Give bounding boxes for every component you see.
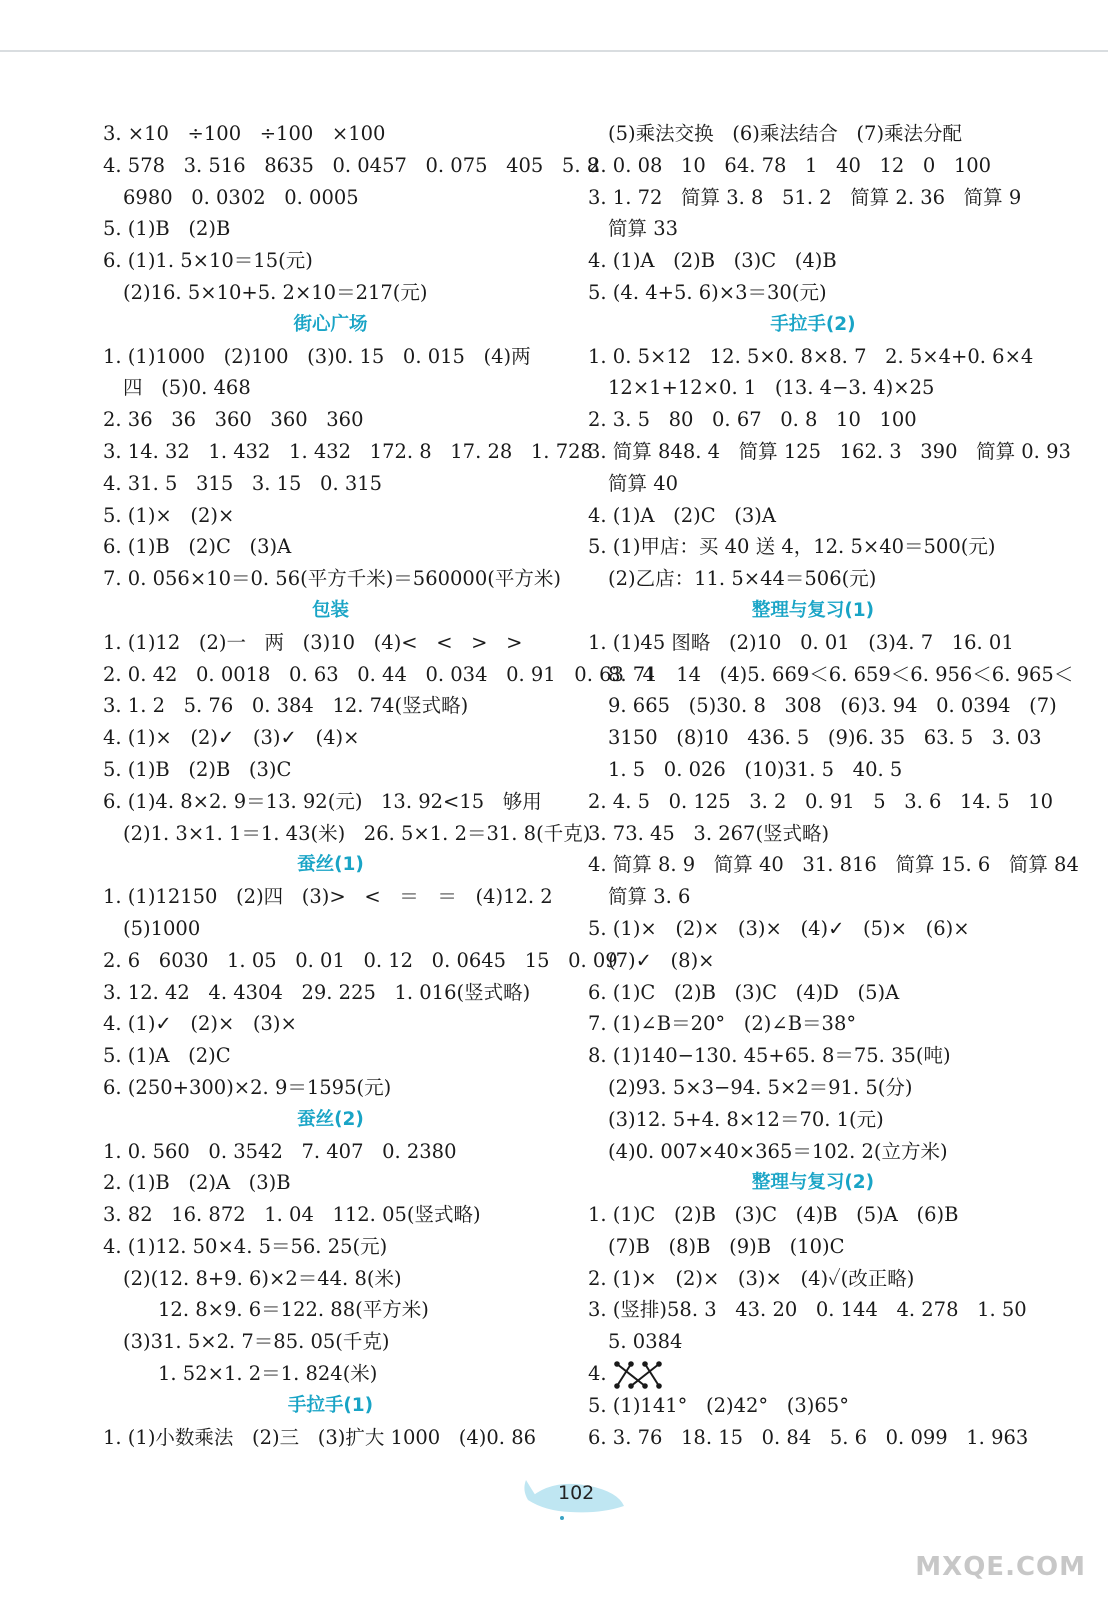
section-heading: 蚕丝(2) [297,1108,364,1130]
answer-line: 6980 0. 0302 0. 0005 [123,185,359,209]
section-heading: 手拉手(1) [287,1394,374,1416]
answer-line: 5. (1)× (2)× (3)× (4)✓ (5)× (6)× [588,916,970,940]
watermark-text: MXQE.COM [915,1552,1086,1582]
answer-line: 3. 73. 45 3. 267(竖式略) [588,821,830,845]
answer-line: 2. 36 36 360 360 360 [103,408,364,432]
answer-line: (2)1. 3×1. 1＝1. 43(米) 26. 5×1. 2＝31. 8(千克) [123,821,591,845]
answer-line: 5. (1)141° (2)42° (3)65° [588,1393,849,1417]
answer-line: 简算 40 [608,471,679,495]
matching-lines-icon [611,1360,671,1390]
answer-line: 6. (1)C (2)B (3)C (4)D (5)A [588,980,900,1004]
right-column [588,118,1079,1453]
answer-line: 4. 578 3. 516 8635 0. 0457 0. 075 405 5. 8 [103,153,600,177]
answer-line: 3. 12. 42 4. 4304 29. 225 1. 016(竖式略) [103,980,531,1004]
answer-line: 5. (1)B (2)B [103,217,231,241]
answer-line: 1. (1)45 图略 (2)10 0. 01 (3)4. 7 16. 01 [588,630,1014,654]
answer-line: 5. (1)B (2)B (3)C [103,757,292,781]
answer-line: 3. 1. 2 5. 76 0. 384 12. 74(竖式略) [103,694,469,718]
answer-line: 5. (1)甲店：买 40 送 4，12. 5×40＝500(元) [588,535,996,559]
answer-line: 2. 3. 5 80 0. 67 0. 8 10 100 [588,408,917,432]
answer-line: 3. (竖排)58. 3 43. 20 0. 144 4. 278 1. 50 [588,1298,1027,1322]
answer-line: 12×1+12×0. 1 (13. 4−3. 4)×25 [608,376,935,400]
answer-line: 7. 0. 056×10＝0. 56(平方千米)＝560000(平方米) [103,567,561,591]
answer-line: 简算 3. 6 [608,885,691,909]
answer-line: (2)(12. 8+9. 6)×2＝44. 8(米) [123,1266,402,1290]
answer-line: (2)93. 5×3−94. 5×2＝91. 5(分) [608,1075,913,1099]
answer-line: 1. 0. 5×12 12. 5×0. 8×8. 7 2. 5×4+0. 6×4 [588,344,1034,368]
answer-line: 7. (1)∠B＝20° (2)∠B＝38° [588,1012,857,1036]
answer-line: (3)31. 5×2. 7＝85. 05(千克) [123,1330,390,1354]
answer-line: 3. 14. 32 1. 432 1. 432 172. 8 17. 28 1. 728 [103,439,593,463]
answer-line: 4. 简算 8. 9 简算 40 31. 816 简算 15. 6 简算 84 [588,853,1079,877]
top-rule [0,50,1108,52]
page-number-badge [520,1470,630,1520]
answer-line: 5. (1)× (2)× [103,503,235,527]
answer-line: 8. (1)140−130. 45+65. 8＝75. 35(吨) [588,1044,951,1068]
answer-line: 6. (1)1. 5×10＝15(元) [103,249,313,273]
answer-line: (5)1000 [123,916,201,940]
answer-line: 2. 6 6030 1. 05 0. 01 0. 12 0. 0645 15 0. 09 [103,948,618,972]
answer-line: 4. (1)× (2)✓ (3)✓ (4)× [103,726,360,750]
answer-line: 2. 0. 42 0. 0018 0. 63 0. 44 0. 034 0. 91 0. 63 4 [103,662,655,686]
answer-line: 2. 4. 5 0. 125 3. 2 0. 91 5 3. 6 14. 5 10 [588,789,1054,813]
answer-line: (2)乙店：11. 5×44＝506(元) [608,567,877,591]
answer-line: 1. (1)1000 (2)100 (3)0. 15 0. 015 (4)两 [103,344,531,368]
answer-line: 4. (1)A (2)B (3)C (4)B [588,249,837,273]
answer-line: 1. (1)C (2)B (3)C (4)B (5)A (6)B [588,1203,959,1227]
answer-line: 3. 82 16. 872 1. 04 112. 05(竖式略) [103,1203,481,1227]
section-heading: 包装 [311,599,349,621]
answer-line: 4. (1)A (2)C (3)A [588,503,776,527]
answer-line: 4. (1)12. 50×4. 5＝56. 25(元) [103,1234,388,1258]
section-heading: 整理与复习(2) [751,1172,875,1194]
answer-line: 5. (1)A (2)C [103,1044,231,1068]
page-number: 102 [558,1482,595,1504]
answer-line: 6. (250+300)×2. 9＝1595(元) [103,1075,392,1099]
answer-line: 6. (1)B (2)C (3)A [103,535,292,559]
section-heading: 街心广场 [293,313,368,335]
answer-line: 1. 52×1. 2＝1. 824(米) [158,1362,378,1386]
section-heading: 手拉手(2) [770,313,856,335]
answer-line: 简算 33 [608,217,679,241]
answer-line: 9. 665 (5)30. 8 308 (6)3. 94 0. 0394 (7) [608,694,1057,718]
section-heading: 蚕丝(1) [297,854,364,876]
answer-line: 2. (1)B (2)A (3)B [103,1171,291,1195]
answer-line: 6. (1)4. 8×2. 9＝13. 92(元) 13. 92<15 够用 [103,789,542,813]
answer-line: (4)0. 007×40×365＝102. 2(立方米) [608,1139,948,1163]
answer-number: 4. [588,1362,607,1386]
answer-line: (3)12. 5+4. 8×12＝70. 1(元) [608,1107,884,1131]
answer-line: 5. 0384 [608,1330,683,1354]
answer-line: 4. (1)✓ (2)× (3)× [103,1012,297,1036]
answer-line-matching [588,1358,1058,1390]
answer-line: 3150 (8)10 436. 5 (9)6. 35 63. 5 3. 03 [608,726,1042,750]
answer-line: 3. 1. 72 简算 3. 8 51. 2 简算 2. 36 简算 9 [588,185,1022,209]
answer-line: 8. 71 14 (4)5. 669＜6. 659＜6. 956＜6. 965＜ [608,662,1074,686]
answer-line: (7)B (8)B (9)B (10)C [608,1234,845,1258]
answer-line: 1. 5 0. 026 (10)31. 5 40. 5 [608,757,903,781]
answer-line: 3. ×10 ÷100 ÷100 ×100 [103,122,386,145]
answer-line: (7)✓ (8)× [608,948,715,972]
answer-line: (2)16. 5×10+5. 2×10＝217(元) [123,280,428,304]
watermark [915,1512,1086,1582]
answer-line: 1. (1)小数乘法 (2)三 (3)扩大 1000 (4)0. 86 [103,1425,537,1449]
answer-line: 2. 0. 08 10 64. 78 1 40 12 0 100 [588,153,992,177]
answer-line: 4. 31. 5 315 3. 15 0. 315 [103,471,383,495]
answer-line: 1. 0. 560 0. 3542 7. 407 0. 2380 [103,1139,457,1163]
answer-line: 2. (1)× (2)× (3)× (4)✓(改正略) [588,1266,915,1290]
answer-line: 5. (4. 4+5. 6)×3＝30(元) [588,280,827,304]
answer-line: 1. (1)12 (2)一 两 (3)10 (4)< < > > [103,630,523,654]
answer-line: 3. 简算 848. 4 简算 125 162. 3 390 简算 0. 93 [588,439,1071,463]
answer-line: 四 (5)0. 468 [123,376,251,400]
answer-line: 1. (1)12150 (2)四 (3)> < ＝ ＝ (4)12. 2 [103,885,553,909]
answer-line: 6. 3. 76 18. 15 0. 84 5. 6 0. 099 1. 963 [588,1425,1029,1449]
section-heading: 整理与复习(1) [751,599,875,621]
answer-line: (5)乘法交换 (6)乘法结合 (7)乘法分配 [608,122,963,145]
answer-line: 12. 8×9. 6＝122. 88(平方米) [158,1298,429,1322]
